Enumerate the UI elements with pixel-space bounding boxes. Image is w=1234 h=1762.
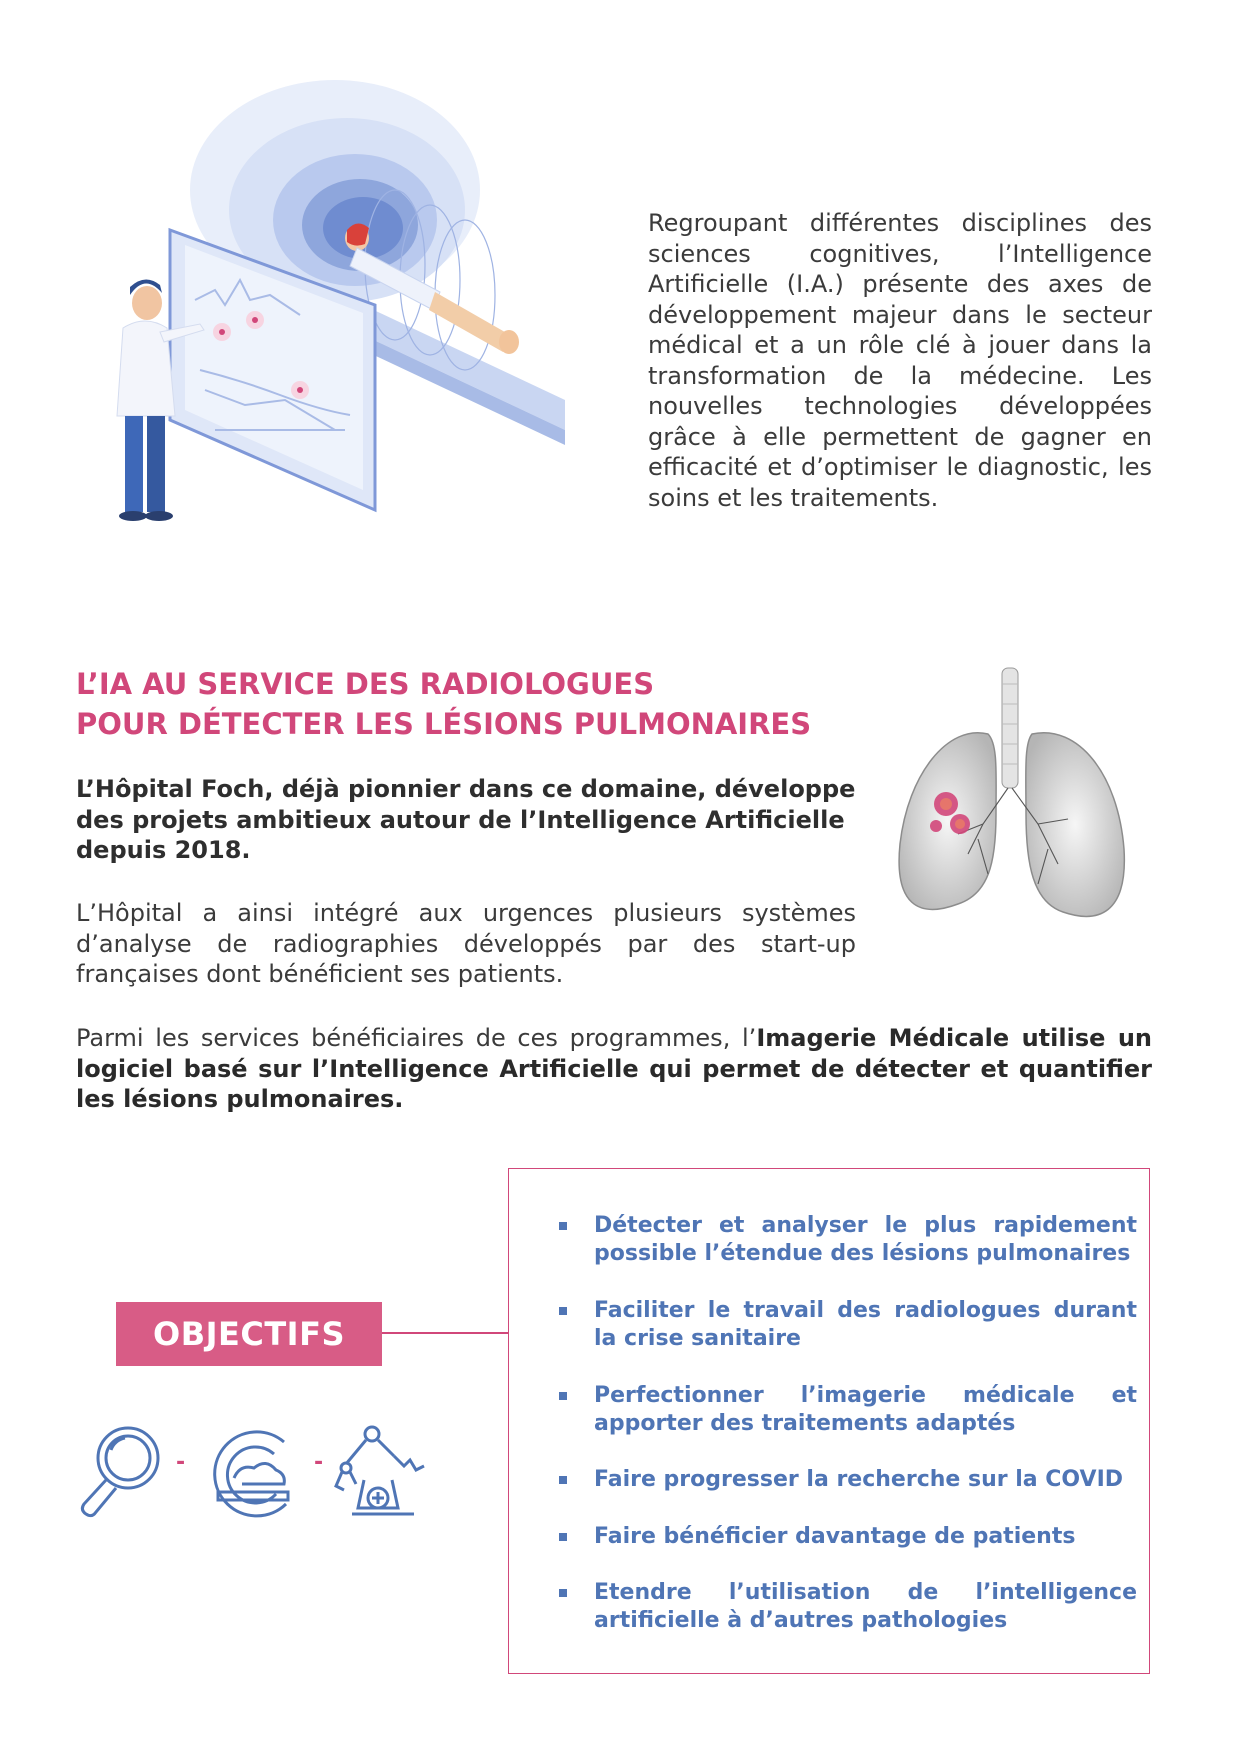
robot-arm-medical-icon (334, 1420, 434, 1524)
objective-text: Détecter et analyser le plus rapidement possible l’étendue des lésions pulmonaires (594, 1213, 1137, 1266)
lungs-illustration (888, 664, 1136, 969)
objective-text: Etendre l’utilisation de l’intelligence artificielle à d’autres pathologies (594, 1580, 1137, 1633)
bullet-square-icon (559, 1222, 567, 1230)
objective-text: Faire bénéficier davantage de patients (594, 1524, 1076, 1549)
imaging-paragraph-plain: Parmi les services bénéficiaires de ces programmes, l’ (76, 1024, 757, 1052)
lead-paragraph: L’Hôpital Foch, déjà pionnier dans ce domaine, développe des projets ambitieux autour de l’Intelligence Artificielle depuis 2018. (76, 775, 856, 864)
objective-item (594, 1382, 1137, 1438)
objectives-connector-line (382, 1332, 508, 1334)
objective-text: Perfectionner l’imagerie médicale et apporter des traitements adaptés (594, 1383, 1137, 1436)
icon-separator: - (314, 1450, 324, 1475)
objectives-list (594, 1212, 1137, 1652)
objective-item (594, 1297, 1137, 1353)
imaging-paragraph (76, 1023, 1152, 1115)
objective-item (594, 1579, 1137, 1635)
objectives-badge: OBJECTIFS (116, 1302, 382, 1366)
urgences-paragraph: L’Hôpital a ainsi intégré aux urgences plusieurs systèmes d’analyse de radiographies développés par des start-up françaises dont bénéficient ses patients. (76, 899, 856, 988)
bullet-square-icon (559, 1307, 567, 1315)
objective-item (594, 1523, 1137, 1551)
mri-doctor-illustration (95, 70, 600, 590)
imaging-paragraph-bold: Imagerie Médicale utilise un logiciel basé sur l’Intelligence Artificielle qui permet de détecter et quantifier les lésions pulmonaires. (76, 1024, 1152, 1113)
objective-item (594, 1466, 1137, 1494)
bullet-square-icon (559, 1533, 567, 1541)
intro-paragraph: Regroupant différentes disciplines des sciences cognitives, l’Intelligence Artificielle (I.A.) présente des axes de développement majeur dans le secteur médical et a un rôle clé à jouer dans la transformation de la médecine. Les nouvelles technologies développées grâce à elle permettent de gagner en efficacité et d’optimiser le diagnostic, les soins et les traitements. (648, 209, 1152, 512)
bullet-square-icon (559, 1476, 567, 1484)
icon-separator: - (176, 1450, 186, 1475)
bullet-square-icon (559, 1589, 567, 1597)
section-title-line-2: POUR DÉTECTER LES LÉSIONS PULMONAIRES (76, 707, 812, 741)
magnifier-icon (76, 1420, 166, 1520)
scanner-patient-icon (204, 1426, 304, 1522)
objective-text: Faciliter le travail des radiologues durant la crise sanitaire (594, 1298, 1137, 1351)
section-title-line-1: L’IA AU SERVICE DES RADIOLOGUES (76, 667, 655, 701)
section-title (76, 664, 896, 744)
objective-item (594, 1212, 1137, 1268)
objective-text: Faire progresser la recherche sur la COVID (594, 1467, 1124, 1492)
bullet-square-icon (559, 1392, 567, 1400)
